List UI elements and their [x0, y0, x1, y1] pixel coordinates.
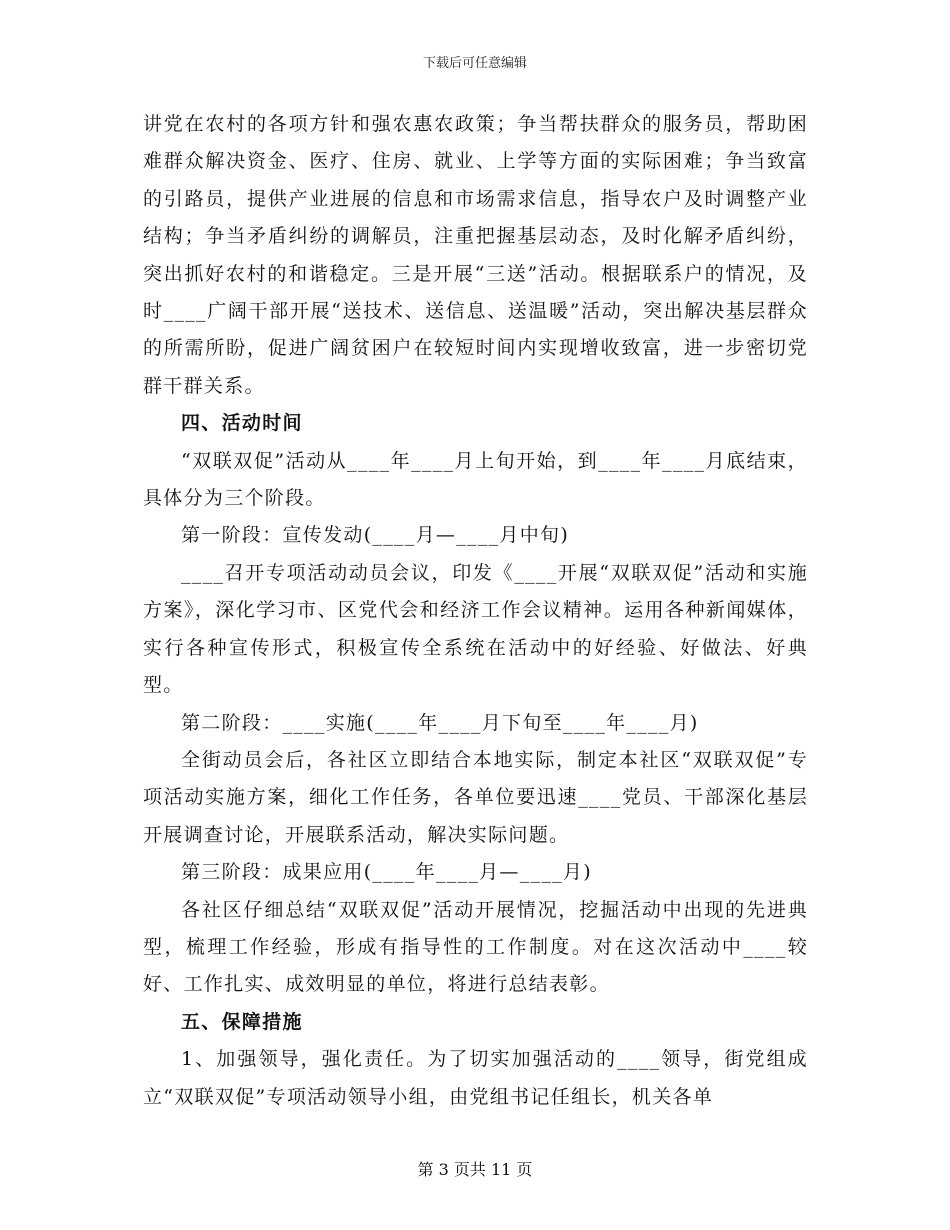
section-heading-safeguards: 五、保障措施 [181, 1010, 303, 1033]
stage-one-title: 第一阶段：宣传发动(____月—____月中旬) [181, 524, 570, 547]
stage-two-title: 第二阶段：____实施(____年____月下旬至____年____月) [181, 711, 699, 734]
body-paragraph: 各社区仔细总结“双联双促”活动开展情况，挖掘活动中出现的先进典型，梳理工作经验，形成有指导性的工作制度。对在这次活动中____较好、工作扎实、成效明显的单位，将进行总结表彰。 [143, 898, 808, 996]
body-paragraph: “双联双促”活动从____年____月上旬开始，到____年____月底结束，具体分为三个阶段。 [143, 449, 808, 510]
body-paragraph: 讲党在农村的各项方针和强农惠农政策；争当帮扶群众的服务员，帮助困难群众解决资金、医疗、住房、就业、上学等方面的实际困难；争当致富的引路员，提供产业进展的信息和市场需求信息，指导农户及时调整产业结构；争当矛盾纠纷的调解员，注重把握基层动态，及时化解矛盾纠纷，突出抓好农村的和谐稳定。三是开展“三送”活动。根据联系户的情况，及时____广阔干部开展“送技术、送信息、送温暖”活动，突出解决基层群众的所需所盼，促进广阔贫困户在较短时间内实现增收致富，进一步密切党群干群关系。 [143, 113, 808, 397]
section-heading-activity-time: 四、活动时间 [181, 412, 303, 435]
document-body [143, 106, 808, 1116]
body-paragraph: 全街动员会后，各社区立即结合本地实际，制定本社区“双联双促”专项活动实施方案，细化工作任务，各单位要迅速____党员、干部深化基层开展调查讨论，开展联系活动，解决实际问题。 [143, 748, 808, 846]
page-header-note: 下载后可任意编辑 [422, 56, 527, 71]
body-paragraph: 1、加强领导，强化责任。为了切实加强活动的____领导，街党组成立“双联双促”专项活动领导小组，由党组书记任组长，机关各单 [143, 1048, 808, 1108]
page-number-footer: 第 3 页共 11 页 [417, 1160, 533, 1179]
stage-three-title: 第三阶段：成果应用(____年____月—____月) [181, 861, 592, 884]
body-paragraph: ____召开专项活动动员会议，印发《____开展“双联双促”活动和实施方案》，深化学习市、区党代会和经济工作会议精神。运用各种新闻媒体，实行各种宣传形式，积极宣传全系统在活动中的好经验、好做法、好典型。 [143, 561, 808, 697]
